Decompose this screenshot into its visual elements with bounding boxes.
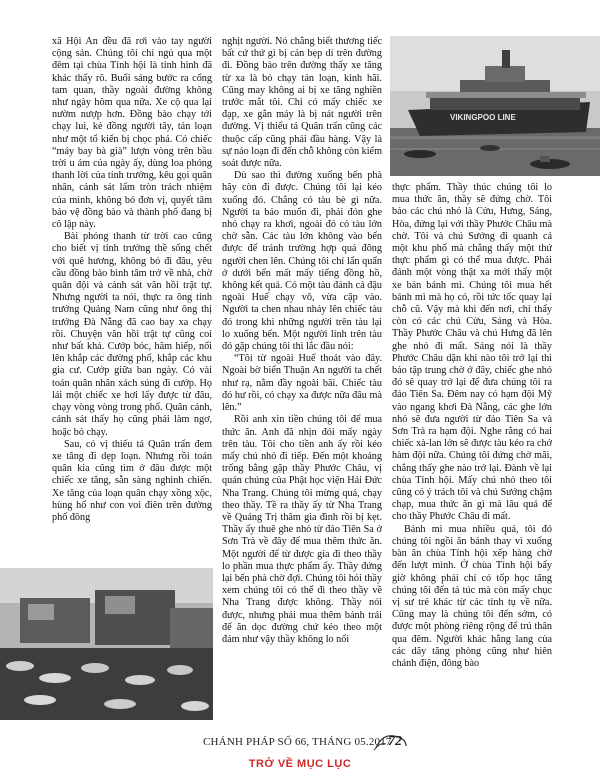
crowd-street-photo xyxy=(0,568,213,720)
article-paragraph: thực phẩm. Thầy thúc chúng tôi lo mua thức ăn, thầy sẽ đứng chờ. Tôi bảo các chú nhỏ là Cửu, Hưng, Sáng, Hòa, đứng lại với thầy Phước Châu mà chờ. Tôi và chú Sướng đi quanh cả một khu phố mà chẳng thấy một thứ thực phẩm gì có thể mua được. Phải đánh một vòng thật xa mới thấy một xe bán bánh mì. Chúng tôi mua hết bánh mì mà họ có, rồi tức tốc quay lại chỗ cũ. Vậy mà khi đến nơi, chỉ thấy còn có các chú Cửu, Sáng và Hòa. Thầy Phước Châu và chú Hưng đã lên ghe nhỏ đi mất. Sáng nói là thầy Phước Châu dặn khi nào tôi trở lại thì bảo tập trung chờ ở đây, chiếc ghe nhỏ đó sẽ quay trở lại để đưa chúng tôi ra đảo Tiên Sa. Đêm nay có hạm đội Mỹ vào ngang khơi Đà Nẵng, các ghe lớn nhỏ sẽ đưa người từ đảo Tiên Sa và Sơn Trà ra hạm đội. Nghe rằng có hai chiếc xà-lan lớn sẽ được tàu kéo ra chở hàm đội nữa. Chúng tôi đứng chờ mãi, chẳng thấy ghe nào trở lại. Đành về lại chùa Tỉnh hội. Mấy chú nhỏ theo tôi cũng có ý trách tôi và chú Sướng chậm chạp, mua thức ăn gì mà lâu quá để cho thầy Phước Châu đi mất. xyxy=(392,182,552,523)
ship-banner-text: VIKINGPOO LINE xyxy=(450,113,516,122)
page-footer xyxy=(0,732,600,752)
page-number: 72 xyxy=(388,734,402,749)
article-column-2 xyxy=(222,36,382,748)
article-paragraph: xã Hội An đều đã rơi vào tay người cộng sản. Chúng tôi chỉ ngủ qua một đêm tại chùa Tỉnh hội là tỉnh hình đã khác thấy rõ. Buổi sáng bước ra cổng tam quan, thầy ngoài đường không như ngày hôm qua nữa. Xe cộ qua lại nườm nượp hơn. Đồng bào chạy tới chạy lui, kẻ đồng người tây, tán loạn như một tổ kiến bị chọc phá. Có chiếc “máy bay bà già” lượn vòng trên bầu trời u ám của ngày ấy, dùng loa phóng thanh lời của tỉnh trưởng, kêu gọi quân nhân, cảnh sát lấm tròn trách nhiệm của mình, không bỏ đơn vị, quyết tâm bảo vệ đồng bào và thành phố đang bị cô lập này. xyxy=(52,36,212,231)
article-paragraph: Dù sao thì đường xuống bến phà hãy còn đi được. Chúng tôi lại kéo xuống đó. Chẳng có tàu bè gì nữa. Người ta bảo muốn đi, phải đón ghe nhỏ chạy ra khơi, ngoài đó có tàu lớn chờ sẵn. Các tàu lớn không vào bến được để tránh trường hợp quá đông người chen lên. Chúng tôi chỉ lẩn quẩn ở dưới bến mất mấy tiếng đồng hồ, không kết quả. Có một tàu đánh cá đậu ngoài Huế chạy vô, vừa cập vào. Người ta chen nhau nhảy lên chiếc tàu đó trong khi những người trên tàu lại lo xuống bến. Một người lính trên tàu đó gặp chúng tôi thì lắc đầu nói: xyxy=(222,170,382,353)
article-paragraph: Sau, có vị thiếu tá Quân trấn đem xe tăng đi dẹp loạn. Nhưng rồi toán quân kia cũng tìm ở đâu được một chiếc xe tăng, sẵn sàng nghinh chiến. Xe tăng của loạn quân chạy xồng xộc, hùng hổ như con voi điên trên đường phố đông xyxy=(52,438,212,523)
article-paragraph: Rồi anh xin tiền chúng tôi để mua thức ăn. Anh đã nhịn đói mấy ngày trên tàu. Tôi cho tiền anh ấy rồi kéo mấy chú nhỏ đi tiếp. Đến một khoảng trống bằng gặp thầy Phước Châu, vị quản chúng của Phật học viện Hải Đức Nha Trang. Chúng tôi mừng quá, chạy theo thầy. Tề ra thầy ấy từ Nha Trang về Quảng Trị thăm gia đình rồi bị kẹt. Thầy ấy thuê ghe nhỏ từ đảo Tiên Sa ở Sơn Trà về đây để mua thêm thức ăn. Một người để từ được gia đi theo thầy lo phần mua thực phẩm ấy. Thầy đứng lại bến phà chờ đợi. Chúng tôi hỏi thầy xem chúng tôi có thể đi theo thầy về Nha Trang được không. Thầy nói được, nhưng phải mua thêm bánh trái để ăn dọc đường chứ kéo theo một đám như vậy thầy không lo nổi xyxy=(222,414,382,645)
ship-harbor-illustration xyxy=(390,36,600,176)
article-paragraph: Bài phóng thanh từ trời cao cũng cho biết vị tỉnh trưởng thề sống chết với quê hương, không bỏ đi đâu, yêu cầu đồng bào bình tâm trở về nhà, chờ quân đội và cảnh sát vãn hồi trật tự. Nhưng người ta nói, thực ra ông tỉnh trưởng Quảng Nam cũng như ông thị trưởng Đà Nẵng đã cao bay xa chạy rồi. Chuyện văn hồi trật tự cũng coi như bất khả. Cướp bóc, hãm hiếp, nổi lên khắp các đường phố, khắp các khu gia cư. Cướp giữa ban ngày. Có vài toán quân nhân xách súng đi cướp. Họ lái một chiếc xe hơi lấy được từ đâu, chạy vòng vòng trong phố. Quân cảnh, cảnh sát thấy họ cũng phải làm ngơ, hoặc bỏ chạy. xyxy=(52,231,212,438)
article-column-3 xyxy=(392,182,552,748)
article-paragraph: “Tôi từ ngoài Huế thoát vào đây. Ngoài bờ biển Thuận An người ta chết như rạ, nằm đầy ngoài bãi. Chiếc tàu đó hư rồi, có chạy xa được nữa đâu mà lên.” xyxy=(222,353,382,414)
publication-info: CHÁNH PHÁP SỐ 66, THÁNG 05.2017 xyxy=(203,736,392,748)
article-paragraph: nghịt người. Nó chẳng biết thương tiếc bất cứ thứ gì bị cán bẹp dí trên đường đi. Đồng bào trên đường thấy xe tăng từ xa là bỏ chạy tán loạn, kinh hãi. Cũng may không ai bị xe tăng nghiền trước mắt tôi. Chỉ có mấy chiếc xe đạp, xe gắn máy là bị nát người trên đường. Vị thiếu tá Quân trấn cũng các thuộc cấp cũng phải đầu hàng. Vậy là sự náo loạn đi đến chỗ không còn kiểm soát được nữa. xyxy=(222,36,382,170)
article-paragraph: Bánh mì mua nhiều quá, tôi đó chúng tôi ngồi ăn bánh thay vì xuống bàn ăn chùa Tỉnh hội xếp hàng chờ đến lượt mình. Ở chùa Tỉnh hội bấy giờ không phải chỉ có tốp học tăng chúng tôi đến tá túc mà còn mấy chục vị sư trẻ khác từ các tỉnh tụ về nữa. Cũng may là chúng tôi đến sớm, có được một phòng riêng rộng để trú thân qua đêm. Người khác hằng lang của các dãy tăng phòng cũng như hiên chánh điện, đông bào xyxy=(392,523,552,669)
article-column-1 xyxy=(52,36,212,566)
ship-harbor-photo xyxy=(390,36,600,176)
crowd-street-illustration xyxy=(0,568,213,720)
back-to-toc-link[interactable]: TRỞ VỀ MỤC LỤC xyxy=(248,758,352,770)
